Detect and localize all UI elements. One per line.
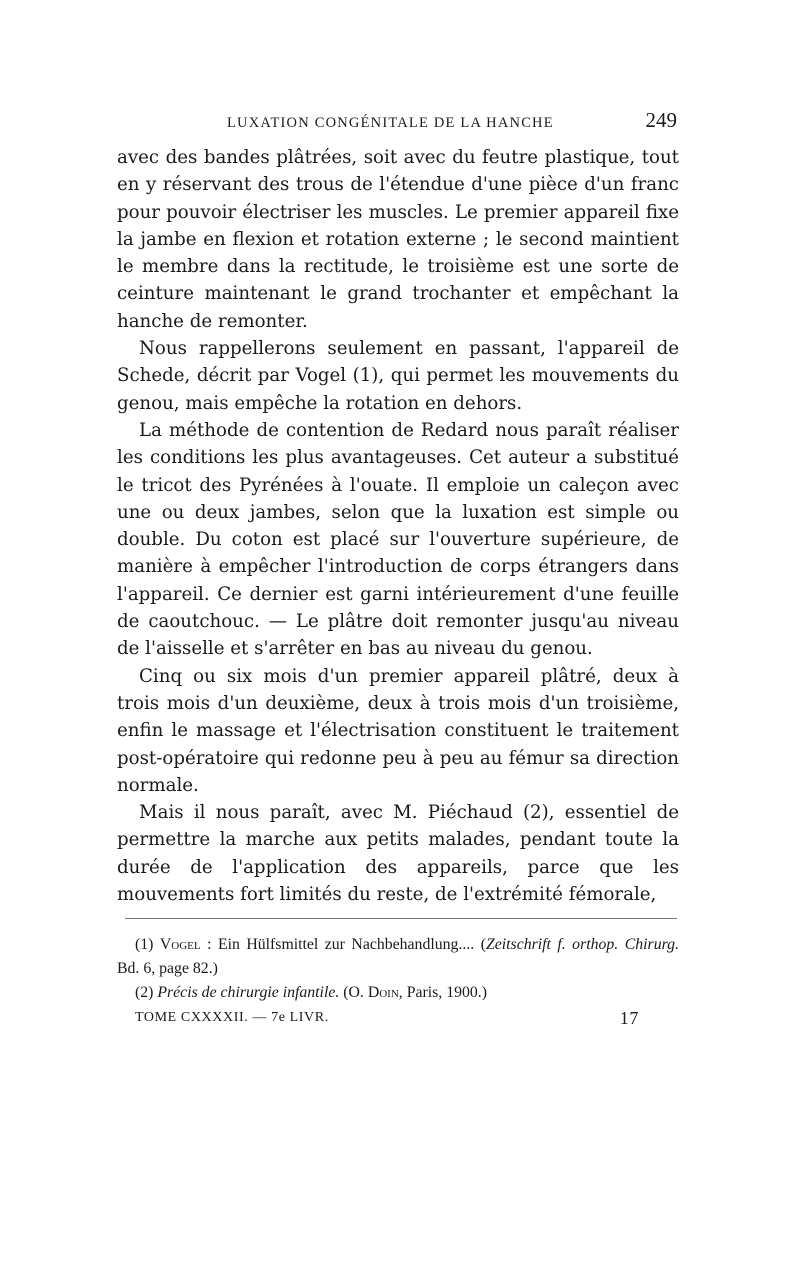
running-title: LUXATION CONGÉNITALE DE LA HANCHE: [227, 115, 554, 131]
running-header: [117, 108, 679, 144]
sheet-signature: 17: [619, 1008, 639, 1029]
footnote-author: Vogel: [159, 936, 201, 954]
body-text: [117, 144, 679, 908]
footnote-text: Ein Hülfsmittel zur Nachbehandlung.... (: [217, 936, 486, 954]
paragraph-continued: avec des bandes plâtrées, soit avec du feutre plastique, tout en y réservant des trous de l'étendue d'une pièce d'un franc pour pouvoir électriser les muscles. Le premier appareil fixe la jambe en flexion et rotation externe ; le second maintient le membre dans la rectitude, le troisième est une sorte de ceinture maintenant le grand trochanter et empêchant la hanche de remonter.: [117, 147, 679, 332]
paragraph: La méthode de contention de Redard nous paraît réaliser les conditions les plus avantageuses. Cet auteur a substitué le tricot des Pyrénées à l'ouate. Il emploie un caleçon avec une ou deux jambes, selon que la luxation est simple ou double. Du coton est placé sur l'ouverture supérieure, de manière à empêcher l'introduction de corps étrangers dans l'appareil. Ce dernier est garni intérieurement d'une feuille de caoutchouc. — Le plâtre doit remonter jusqu'au niveau de l'aisselle et s'arrêter en bas au niveau du genou.: [117, 419, 679, 660]
footnote-publisher: Doin: [367, 984, 399, 1002]
footnote-details: Bd. 6, page 82.): [117, 960, 218, 978]
footnote-title: Précis de chirurgie infantile.: [157, 984, 340, 1002]
paragraph: Mais il nous paraît, avec M. Piéchaud (2), essentiel de permettre la marche aux petits malades, pendant toute la durée de l'application des appareils, parce que les mouvements fort limités du reste, de l'extrémité fémorale,: [117, 802, 679, 906]
footnotes: [117, 933, 679, 1005]
footnote-rule: [125, 918, 677, 919]
book-page: [117, 108, 679, 1030]
tome-label: TOME CXXXXII. — 7e LIVR.: [135, 1010, 329, 1026]
page-number: 249: [645, 108, 677, 132]
footnote-1: (1) Vogel : Ein Hülfsmittel zur Nachbehandlung.... (Zeitschrift f. orthop. Chirurg. Bd. 6, page 82.): [117, 936, 680, 978]
footnote-2: (2) Précis de chirurgie infantile. (O. Doin, Paris, 1900.): [135, 984, 487, 1002]
signature-line: [117, 1006, 679, 1030]
footnote-journal: Zeitschrift f. orthop. Chirurg.: [485, 936, 680, 954]
footnote-marker: (2): [135, 984, 154, 1002]
footnote-marker: (1): [135, 936, 154, 954]
paragraph: Nous rappellerons seulement en passant, l'appareil de Schede, décrit par Vogel (1), qui permet les mouvements du genou, mais empêche la rotation en dehors.: [117, 338, 679, 414]
paragraph: Cinq ou six mois d'un premier appareil plâtré, deux à trois mois d'un deuxième, deux à trois mois d'un troisième, enfin le massage et l'électrisation constituent le traitement post-opératoire qui redonne peu à peu au fémur sa direction normale.: [117, 665, 679, 796]
